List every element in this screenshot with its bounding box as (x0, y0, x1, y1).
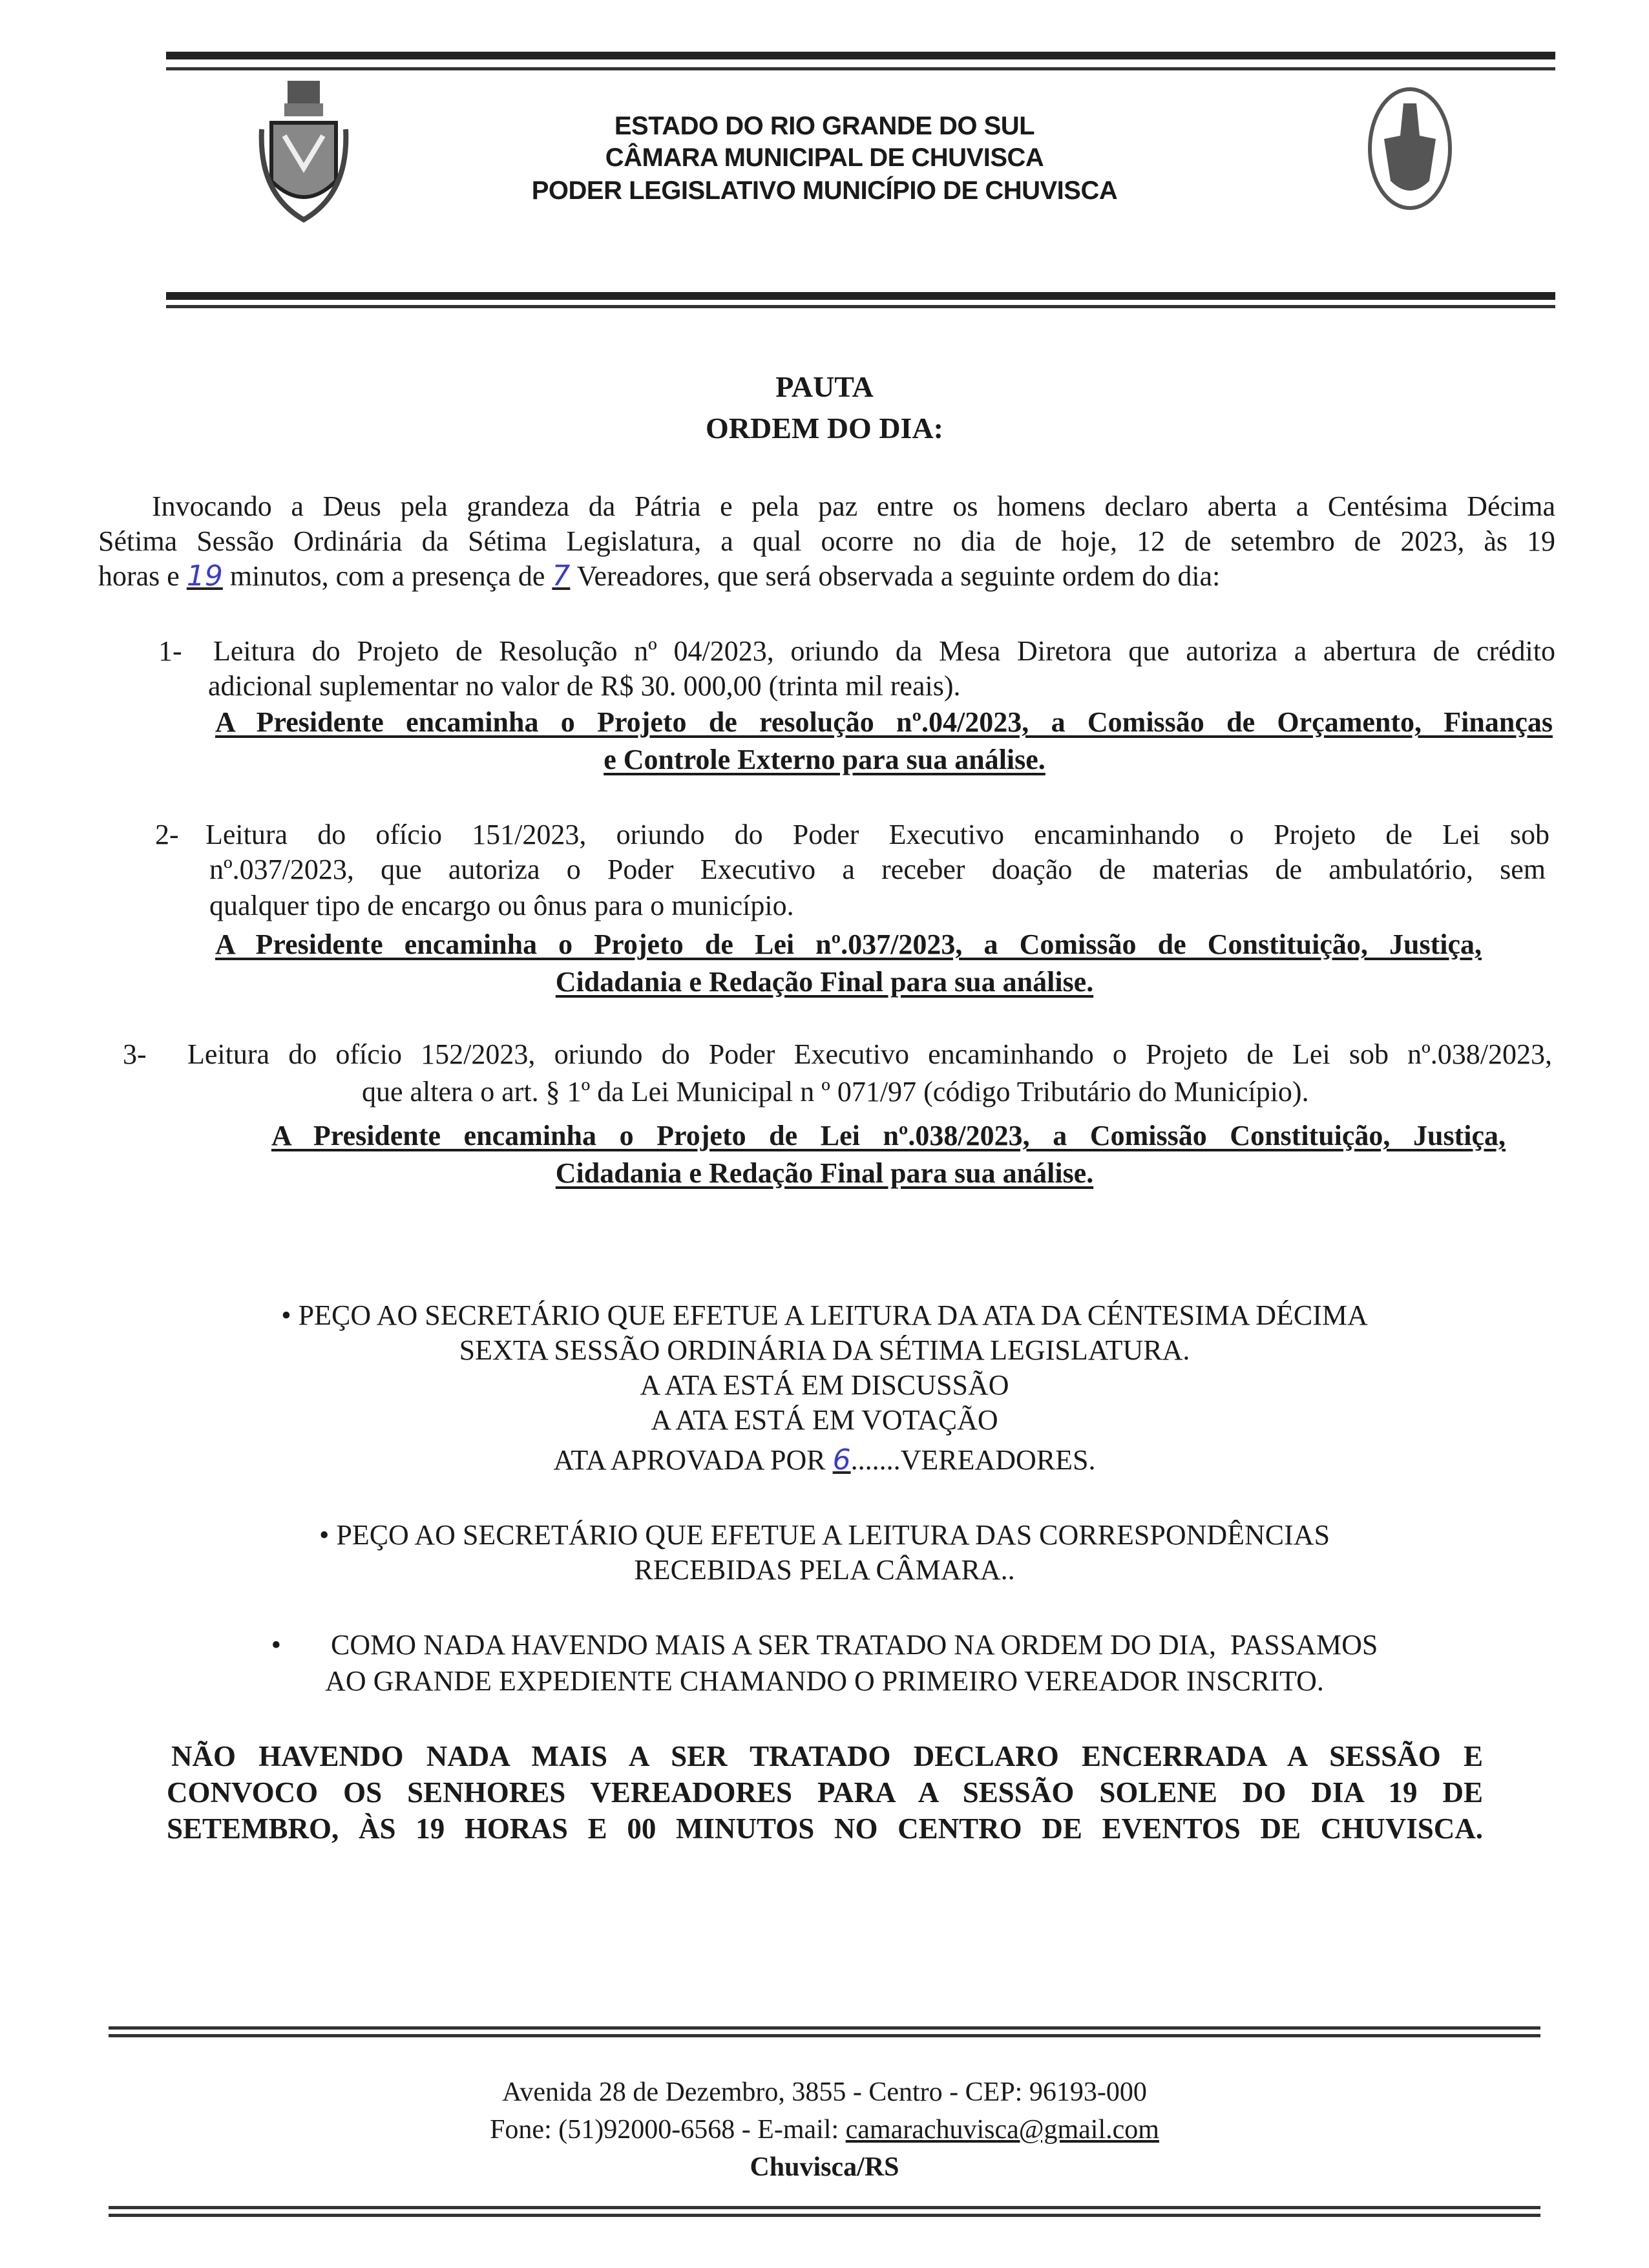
bullet-expediente: • COMO NADA HAVENDO MAIS A SER TRATADO NA ORDEM DO DIA, PASSAMOS (271, 1629, 1378, 1661)
bullet-ata (0, 1444, 1649, 1476)
header-camara: CÂMARA MUNICIPAL DE CHUVISCA (605, 143, 1044, 172)
item-text: qualquer tipo de encargo ou ônus para o município. (209, 890, 794, 921)
intro-text: Vereadores, que será observada a seguinte ordem do dia: (576, 560, 1221, 592)
bullet-ata: • PEÇO AO SECRETÁRIO QUE EFETUE A LEITURA DA ATA DA CÉNTESIMA DÉCIMA (281, 1299, 1368, 1331)
bullet-correspondencias: • PEÇO AO SECRETÁRIO QUE EFETUE A LEITURA DAS CORRESPONDÊNCIAS (319, 1519, 1330, 1551)
item-text: nº.037/2023, que autoriza o Poder Executivo a receber doação de materias de ambulatório, sem (209, 854, 1546, 885)
item-text: Leitura do ofício 152/2023, oriundo do Poder Executivo encaminhando o Projeto de Lei sob nº.038/2023, (187, 1038, 1552, 1070)
item-text: Leitura do ofício 151/2023, oriundo do Poder Executivo encaminhando o Projeto de Lei sob (205, 819, 1549, 850)
intro-text: horas e (98, 560, 180, 592)
item-number: 2- (155, 819, 179, 850)
item-text: Leitura do Projeto de Resolução nº 04/2023, oriundo da Mesa Diretora que autoriza a abertura de crédito (213, 635, 1555, 667)
item-number: 1- (158, 635, 182, 667)
header-bottom-rule (166, 292, 1555, 311)
footer-email-link[interactable]: camarachuvisca@gmail.com (845, 2115, 1159, 2145)
intro-line: Sétima Sessão Ordinária da Sétima Legislatura, a qual ocorre no dia de hoje, 12 de setembro de 2023, às 19 (98, 525, 1555, 557)
bullet-text: ATA APROVADA POR (553, 1444, 826, 1476)
handwritten-minutes: 19 (186, 560, 223, 593)
bullet-expediente: AO GRANDE EXPEDIENTE CHAMANDO O PRIMEIRO VEREADOR INSCRITO. (325, 1665, 1324, 1697)
handwritten-vereadores: 7 (552, 560, 571, 593)
footer-top-rule (109, 2026, 1540, 2042)
item-dispatch: A Presidente encaminha o Projeto de Lei nº.037/2023, a Comissão de Constituição, Justiça, (215, 929, 1482, 960)
closing-text: SETEMBRO, ÀS 19 HORAS E 00 MINUTOS NO CENTRO DE EVENTOS DE CHUVISCA. (167, 1812, 1483, 1845)
bullet-ata: A ATA ESTÁ EM VOTAÇÃO (651, 1404, 998, 1436)
intro-line (98, 560, 1220, 593)
footer-contact (0, 2114, 1649, 2145)
top-rule (166, 52, 1555, 75)
bullet-correspondencias: RECEBIDAS PELA CÂMARA.. (634, 1554, 1015, 1586)
intro-line: Invocando a Deus pela grandeza da Pátria e pela paz entre os homens declaro aberta a Centésima Décima (152, 490, 1555, 522)
item-dispatch: A Presidente encaminha o Projeto de Lei nº.038/2023, a Comissão Constituição, Justiça, (271, 1120, 1506, 1151)
footer-phone: Fone: (51)92000-6568 - E-mail: (490, 2115, 846, 2145)
header-poder: PODER LEGISLATIVO MUNICÍPIO DE CHUVISCA (531, 176, 1118, 205)
header-state: ESTADO DO RIO GRANDE DO SUL (614, 112, 1035, 140)
bullet-text: .......VEREADORES. (850, 1444, 1096, 1476)
item-dispatch: Cidadania e Redação Final para sua análise. (555, 966, 1094, 998)
intro-text: minutos, com a presença de (229, 560, 545, 592)
footer-city: Chuvisca/RS (750, 2152, 899, 2182)
closing-text: NÃO HAVENDO NADA MAIS A SER TRATADO DECLARO ENCERRADA A SESSÃO E (171, 1740, 1483, 1772)
bullet-ata: SEXTA SESSÃO ORDINÁRIA DA SÉTIMA LEGISLATURA. (459, 1334, 1190, 1366)
item-dispatch: A Presidente encaminha o Projeto de resolução nº.04/2023, a Comissão de Orçamento, Finanças (215, 706, 1553, 738)
title-pauta: PAUTA (775, 370, 874, 403)
item-number: 3- (123, 1038, 147, 1070)
item-dispatch: e Controle Externo para sua análise. (604, 744, 1045, 775)
item-text: que altera o art. § 1º da Lei Municipal n º 071/97 (código Tributário do Município). (362, 1076, 1309, 1108)
closing-text: CONVOCO OS SENHORES VEREADORES PARA A SESSÃO SOLENE DO DIA 19 DE (167, 1776, 1483, 1809)
title-ordem: ORDEM DO DIA: (706, 412, 943, 445)
handwritten-approved: 6 (832, 1444, 851, 1476)
bullet-ata: A ATA ESTÁ EM DISCUSSÃO (640, 1369, 1009, 1401)
footer-bottom-rule (109, 2206, 1540, 2221)
footer-address: Avenida 28 de Dezembro, 3855 - Centro - CEP: 96193-000 (502, 2077, 1147, 2107)
item-text: adicional suplementar no valor de R$ 30. 000,00 (trinta mil reais). (208, 670, 961, 702)
item-dispatch: Cidadania e Redação Final para sua análise. (555, 1157, 1094, 1189)
